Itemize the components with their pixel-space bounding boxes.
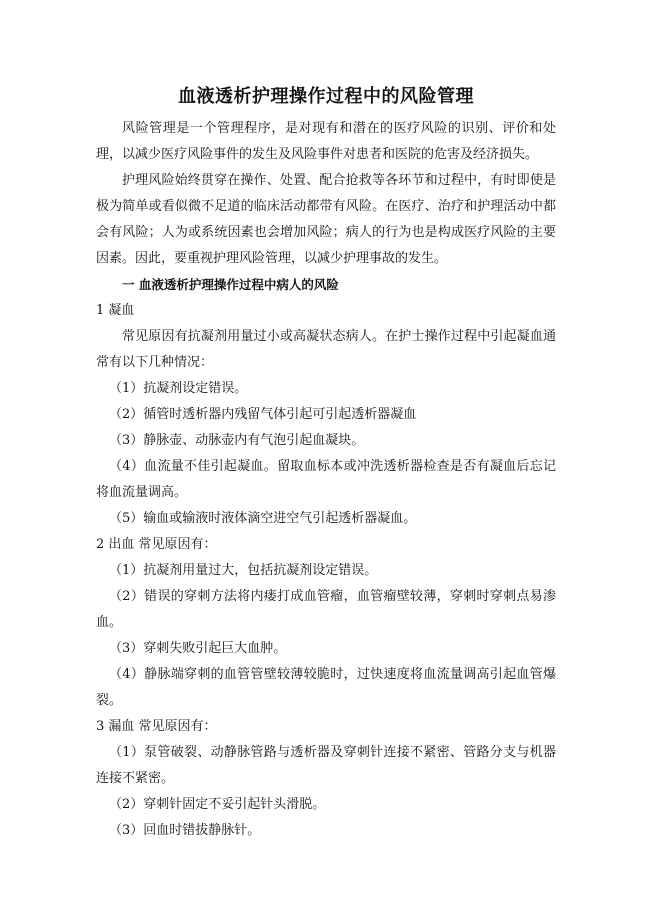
- document-title: 血液透析护理操作过程中的风险管理: [178, 86, 474, 107]
- subsection-heading-bleeding: 2 出血 常见原因有：: [96, 537, 217, 552]
- list-item: （2）穿刺针固定不妥引起针头滑脱。: [109, 797, 326, 812]
- list-item: （2）循管时透析器内残留气体引起可引起透析器凝血: [109, 407, 417, 422]
- list-item: （4）静脉端穿刺的血管管壁较薄较脆时，过快速度将血流量调高引起血管爆裂。: [96, 667, 556, 708]
- list-item: （1）泵管破裂、动静脉管路与透析器及穿刺针连接不紧密、管路分支与机器连接不紧密。: [96, 745, 556, 786]
- list-item: （1）抗凝剂设定错误。: [109, 381, 248, 396]
- list-item: （3）回血时错拔静脉针。: [109, 823, 261, 838]
- intro-paragraph-1: 风险管理是一个管理程序，是对现有和潜在的医疗风险的识别、评价和处理，以减少医疗风险事件的发生及风险事件对患者和医院的危害及经济损失。: [96, 121, 556, 162]
- list-item: （5）输血或输液时液体滴空进空气引起透析器凝血。: [109, 511, 417, 526]
- list-item: （1）抗凝剂用量过大，包括抗凝剂设定错误。: [109, 563, 378, 578]
- list-item: （2）错误的穿刺方法将内瘘打成血管瘤，血管瘤壁较薄，穿刺时穿刺点易渗血。: [96, 589, 556, 630]
- document-page: [96, 82, 556, 844]
- subsection-heading-leakage: 3 漏血 常见原因有：: [96, 719, 217, 734]
- subsection-heading-clotting: 1 凝血: [96, 303, 135, 318]
- list-item: （4）血流量不佳引起凝血。留取血标本或冲洗透析器检查是否有凝血后忘记将血流量调高。: [96, 459, 556, 500]
- list-item: （3）静脉壶、动脉壶内有气泡引起血凝块。: [109, 433, 365, 448]
- intro-paragraph-2: 护理风险始终贯穿在操作、处置、配合抢救等各环节和过程中，有时即使是极为简单或看似微不足道的临床活动都带有风险。在医疗、治疗和护理活动中都会有风险；人为或系统因素也会增加风险；病人的行为也是构成医疗风险的主要因素。因此，要重视护理风险管理，以减少护理事故的发生。: [96, 173, 556, 266]
- section-heading-1: 一 血液透析护理操作过程中病人的风险: [122, 277, 339, 292]
- list-item: （3）穿刺失败引起巨大血肿。: [109, 641, 287, 656]
- clotting-intro: 常见原因有抗凝剂用量过小或高凝状态病人。在护士操作过程中引起凝血通常有以下几种情况：: [96, 329, 556, 370]
